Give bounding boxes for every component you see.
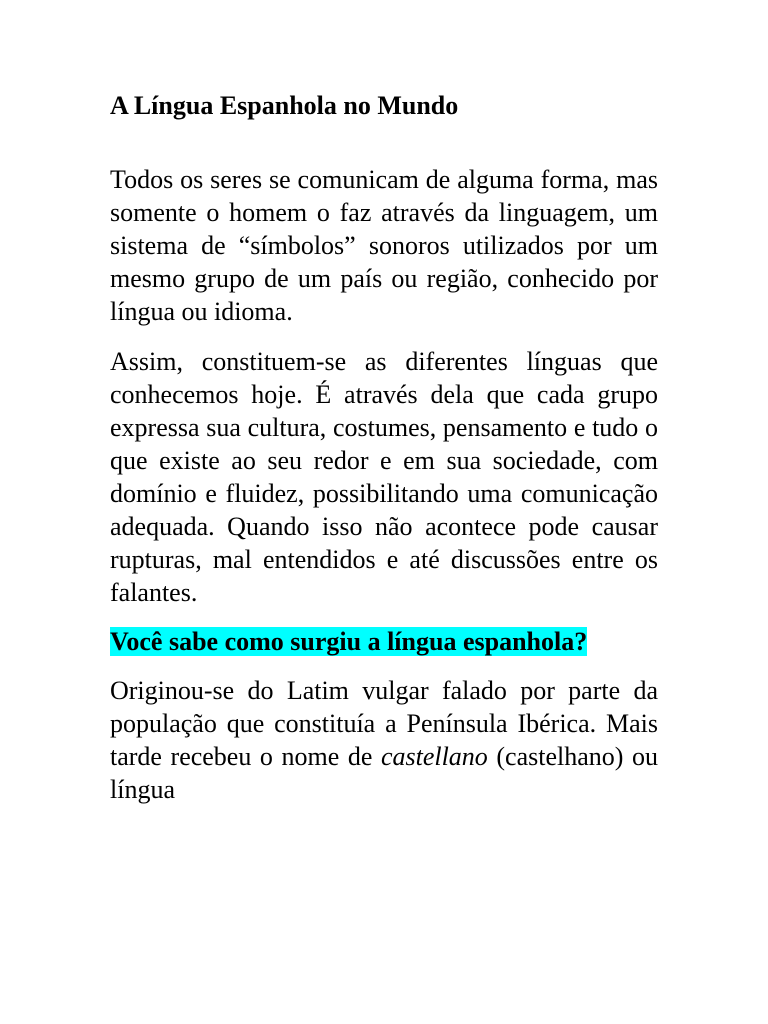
- highlighted-question: Você sabe como surgiu a língua espanhola?: [110, 627, 588, 656]
- document-title: A Língua Espanhola no Mundo: [110, 91, 459, 120]
- origin-text-start: Originou-se do Latim vulgar falado por parte da população que constituía a Península Ibérica. Mais tarde recebeu o nome de: [110, 676, 658, 771]
- italic-term-castellano: castellano: [380, 742, 488, 771]
- origin-text-end: (castelhano) ou língua: [110, 742, 658, 804]
- question-heading: [110, 625, 658, 658]
- paragraph-origin: [110, 674, 658, 806]
- paragraph-languages: Assim, constituem-se as diferentes línguas que conhecemos hoje. É através dela que cada grupo expressa sua cultura, costumes, pensamento e tudo o que existe ao seu redor e em sua sociedade, com domínio e fluidez, possibilitando uma comunicação adequada. Quando isso não acontece pode causar rupturas, mal entendidos e até discussões entre os falantes.: [110, 347, 658, 607]
- paragraph-intro: Todos os seres se comunicam de alguma forma, mas somente o homem o faz através da linguagem, um sistema de “símbolos” sonoros utilizados por um mesmo grupo de um país ou região, conhecido por língua ou idioma.: [110, 165, 658, 326]
- document-page: [110, 86, 658, 820]
